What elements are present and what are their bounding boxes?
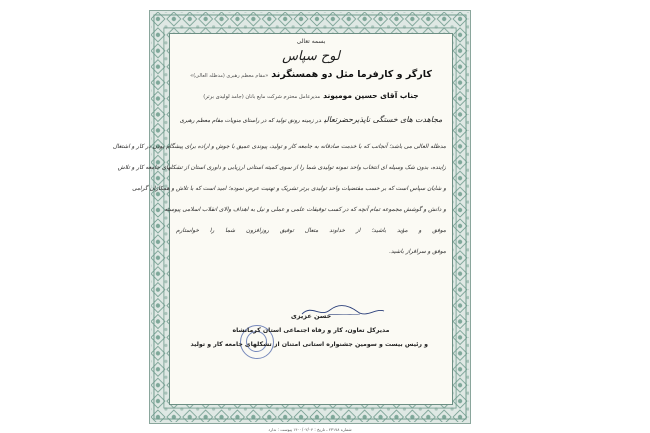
basmala: بسمه تعالی: [296, 38, 326, 45]
document-reference: شماره ۲۳۱۷۸ ـ تاریخ : ۱۴۰۰/۰۲/۰۴ پیوست : ندارد: [268, 427, 352, 432]
body-lead-continuation: در زمینه رونق تولید که در راستای منویات مقام معظم رهبری: [179, 118, 322, 124]
recipient: [176, 91, 446, 100]
headline-text: کارگر و کارفرما مثل دو همسنگرند: [271, 69, 432, 80]
signatory-subtitle: و رئیس بیست و سومین جشنواره استانی امتنان از تشکلهای جامعه کار و تولید: [190, 341, 428, 348]
body-line: و شایان سپاس است که بر حسب مقتضیات واحد تولیدی برتر تشریک و تهنیت عرض نموده؛ امید است که با تلاش و همکاران گرامی: [132, 186, 446, 192]
recipient-name: جناب آقای حسین موميوند: [323, 91, 419, 100]
body-line: مدظله العالی می باشد؛ آنجانب که با خدمت صادقانه به جامعه کار و تولید، پیوندی عمیق با جوش و اراده برای پیشگام بودن در کار و اشتغال: [112, 144, 446, 150]
certificate-panel: [112, 33, 453, 405]
body-line: موفق و مؤید باشید؛ از خداوند متعال توفیق روزافزون شما را خواستارم: [176, 228, 446, 234]
headline: [176, 69, 446, 80]
certificate-title: لوح سپاس: [282, 49, 340, 64]
recipient-role: مديرعامل محترم شرکت مايع بانان (جامد لوليدی برتر): [203, 94, 321, 100]
body-line: موفق و سرافراز باشید.: [389, 249, 446, 255]
body-line: زاینده، بدون شک وسیله ای انتخاب واحد نمونه تولیدی شما را از سوی کمیته استانی ارزیابی و داوری استان از تشکلهای جامعه کار و تلاش: [117, 165, 446, 171]
signatory-name: حسن عزیزی: [290, 312, 332, 320]
signatory-title: مدیرکل تعاون، کار و رفاه اجتماعی استان کرمانشاه: [232, 327, 390, 334]
headline-quote: «مقام معظم رهبری (مدظله العالی)»: [190, 73, 269, 79]
body-line: و دانش و گوشش مجموعه تمام آنچه که در کسب توفیقات علمی و عملی و نیل به اهداف والای انقلاب اسلامی پیوسته: [164, 207, 446, 213]
certificate: [112, 10, 471, 432]
body-lead-text: مجاهدت های خستگی ناپذیرحضرتعالی: [324, 115, 443, 124]
body-lead: [176, 115, 446, 124]
